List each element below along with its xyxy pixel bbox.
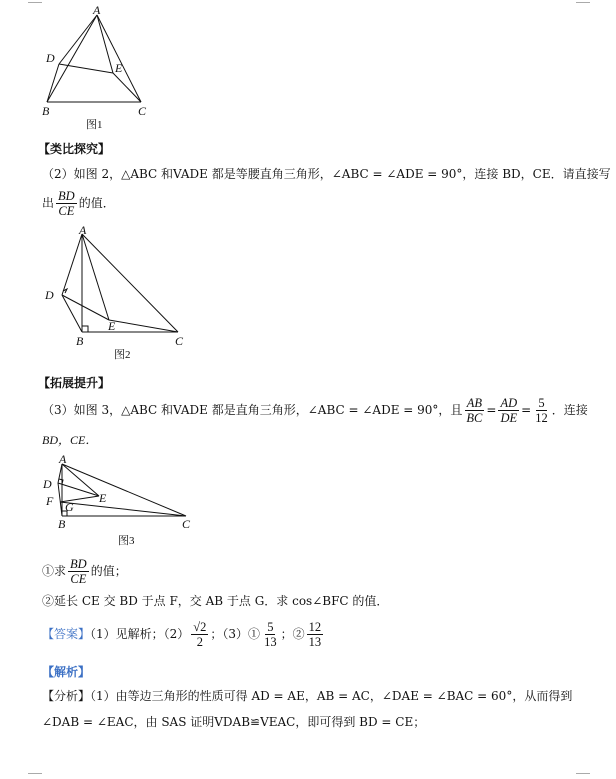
fig3-caption: 图3	[118, 535, 135, 547]
fig3-label-g: G	[65, 500, 74, 514]
answer-fraction-a-num: √2	[193, 620, 207, 634]
fig3-label-b: B	[58, 517, 66, 531]
question-1-fraction-num: BD	[70, 557, 87, 571]
heading-analogy: 【类比探究】	[38, 142, 111, 156]
analysis-label: 【解析】	[42, 665, 91, 679]
extend-fraction-3-num: 5	[538, 396, 545, 410]
fig3-label-f: F	[46, 494, 54, 508]
analogy-line-2-prefix: 出	[42, 196, 55, 210]
analogy-fraction-num: BD	[58, 189, 75, 203]
corner-mark-tl-h	[28, 2, 42, 3]
analogy-fraction-den: CE	[58, 204, 75, 218]
answer-fraction-a	[191, 620, 208, 649]
answer-fraction-a-den: 2	[196, 635, 203, 649]
question-2: ②延长 CE 交 BD 于点 F，交 AB 于点 G．求 cos∠BFC 的值．	[42, 594, 389, 608]
figure-3	[36, 450, 206, 550]
answer-fraction-b-num: 5	[267, 620, 274, 634]
fig2-label-c: C	[175, 334, 184, 348]
answer-fraction-b-den: 13	[264, 635, 277, 649]
corner-mark-tr-h	[576, 2, 590, 3]
extend-fraction-3-den: 12	[535, 411, 548, 425]
extend-fraction-3	[533, 396, 550, 425]
fig2-label-a: A	[79, 223, 87, 237]
fig2-caption: 图2	[114, 349, 131, 361]
corner-mark-br-h	[576, 773, 590, 774]
fig1-label-a: A	[93, 4, 101, 17]
question-1-fraction	[68, 557, 89, 586]
extend-fraction-1-den: BC	[466, 411, 483, 425]
question-1-suffix: 的值；	[90, 564, 127, 578]
answer-line	[42, 620, 325, 649]
answer-part-1: （1）见解析；（2）	[90, 627, 190, 641]
answer-label: 【答案】	[42, 627, 91, 641]
analysis-line-2: ∠DAB = ∠EAC，由 SAS 证明VDAB≌VEAC，即可得到 BD = CE；	[42, 715, 426, 729]
fig3-label-d: D	[43, 477, 52, 491]
answer-part-3: ；②	[280, 627, 305, 641]
extend-line-1-suffix: ．连接	[551, 403, 588, 417]
extend-eq-1: =	[486, 403, 497, 417]
fig3-label-a: A	[59, 452, 67, 466]
answer-fraction-c-num: 12	[308, 620, 322, 634]
answer-part-2: ；（3）①	[210, 627, 261, 641]
fig3-label-c: C	[182, 517, 191, 531]
corner-mark-bl-h	[28, 773, 42, 774]
fig1-label-e: E	[115, 61, 123, 75]
extend-fraction-2	[498, 396, 519, 425]
question-1-fraction-den: CE	[70, 572, 87, 586]
fig1-label-c: C	[138, 104, 147, 118]
question-1-prefix: ①求	[42, 564, 67, 578]
extend-line-1	[42, 396, 588, 425]
fig2-label-e: E	[108, 319, 116, 333]
fig3-label-e: E	[99, 491, 107, 505]
answer-fraction-b	[262, 620, 279, 649]
analogy-line-1: （2）如图 2，△ABC 和VADE 都是等腰直角三角形，∠ABC = ∠ADE = 90°，连接 BD，CE．请直接写	[42, 167, 611, 181]
extend-line-2: BD，CE．	[42, 433, 98, 447]
fig2-label-d: D	[45, 288, 54, 302]
extend-fraction-2-num: AD	[500, 396, 518, 410]
analysis-line-1: 【分析】（1）由等边三角形的性质可得 AD = AE，AB = AC，∠DAE = ∠BAC = 60°，从而得到	[42, 689, 573, 703]
fig1-caption: 图1	[86, 119, 103, 131]
figure-1	[36, 4, 166, 132]
figure-2	[36, 222, 196, 362]
fig1-label-b: B	[42, 104, 50, 118]
extend-line-1-prefix: （3）如图 3，△ABC 和VADE 都是直角三角形，∠ABC = ∠ADE = 90°，且	[42, 403, 463, 417]
fig2-label-b: B	[76, 334, 84, 348]
answer-fraction-c	[307, 620, 324, 649]
fig1-label-d: D	[46, 51, 55, 65]
heading-extend: 【拓展提升】	[38, 376, 111, 390]
extend-fraction-1-num: AB	[466, 396, 483, 410]
question-1	[42, 557, 127, 586]
extend-eq-2: =	[521, 403, 532, 417]
analogy-line-2	[42, 189, 115, 218]
analogy-line-2-suffix: 的值．	[78, 196, 115, 210]
analogy-fraction	[56, 189, 77, 218]
extend-fraction-1	[464, 396, 484, 425]
extend-fraction-2-den: DE	[500, 411, 518, 425]
answer-fraction-c-den: 13	[308, 635, 322, 649]
